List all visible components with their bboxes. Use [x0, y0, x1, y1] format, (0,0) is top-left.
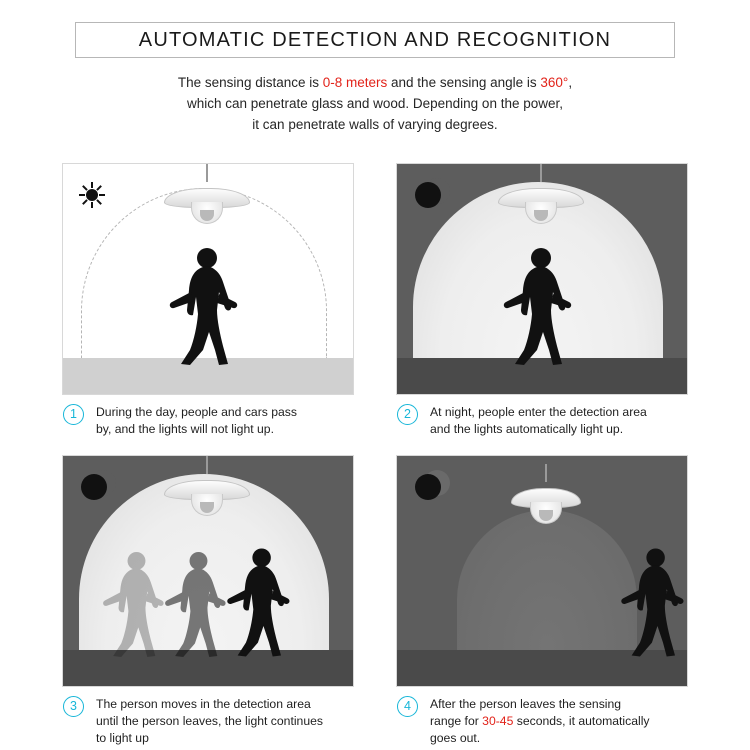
lamp-icon [498, 180, 584, 228]
caption-3-line-2: until the person leaves, the light continues [96, 714, 323, 728]
step-badge-2: 2 [397, 404, 418, 425]
lamp-cord [545, 464, 547, 482]
subtitle-line-1 [178, 75, 572, 90]
subtitle-line-3: it can penetrate walls of varying degrees. [252, 117, 498, 132]
moon-icon [415, 182, 441, 208]
person-silhouette [163, 246, 241, 366]
caption-4-line-2a: range for [430, 714, 483, 728]
delay-seconds-value: 30-45 [482, 714, 514, 728]
caption-text-1 [96, 404, 354, 438]
page-subtitle [75, 72, 675, 135]
person-silhouette-ghost-1 [97, 550, 167, 658]
caption-2 [396, 404, 688, 450]
person-silhouette [615, 546, 687, 658]
caption-3-line-3: to light up [96, 731, 149, 745]
caption-1-line-2: by, and the lights will not light up. [96, 422, 274, 436]
moon-icon [81, 474, 107, 500]
step-badge-4: 4 [397, 696, 418, 717]
sun-icon [83, 186, 101, 204]
person-silhouette-ghost-2 [159, 550, 229, 658]
page-title-box [75, 22, 675, 58]
panel-1 [62, 163, 354, 450]
sensing-distance-value: 0-8 meters [322, 75, 388, 90]
caption-2-line-1: At night, people enter the detection area [430, 405, 647, 419]
caption-text-2 [430, 404, 688, 438]
scene-night-lit [396, 163, 688, 395]
lamp-cord [540, 164, 542, 182]
panel-4 [396, 455, 688, 747]
caption-3 [62, 696, 354, 747]
caption-3-line-1: The person moves in the detection area [96, 697, 311, 711]
subtitle-line-2: which can penetrate glass and wood. Depending on the power, [186, 96, 563, 111]
lamp-icon [503, 480, 589, 528]
scene-day [62, 163, 354, 395]
subtitle-text-e: , [568, 75, 573, 90]
scene-night-moving [62, 455, 354, 687]
caption-text-3 [96, 696, 354, 747]
light-dome-fading [457, 510, 637, 650]
lamp-cord [206, 164, 208, 182]
panel-2 [396, 163, 688, 450]
moon-icon [415, 474, 441, 500]
subtitle-text-a: The sensing distance is [177, 75, 323, 90]
caption-2-line-2: and the lights automatically light up. [430, 422, 624, 436]
caption-4-line-1: After the person leaves the sensing [430, 697, 622, 711]
caption-4-line-2c: seconds, it automatically [513, 714, 650, 728]
lamp-icon [164, 472, 250, 520]
lamp-icon [164, 180, 250, 228]
caption-4-line-3: goes out. [430, 731, 481, 745]
subtitle-text-c: and the sensing angle is [387, 75, 541, 90]
person-silhouette [221, 546, 293, 658]
page-title: AUTOMATIC DETECTION AND RECOGNITION [138, 28, 612, 51]
scene-night-off [396, 455, 688, 687]
caption-1-line-1: During the day, people and cars pass [96, 405, 297, 419]
sensing-angle-value: 360° [540, 75, 569, 90]
person-silhouette [497, 246, 575, 366]
step-badge-3: 3 [63, 696, 84, 717]
lamp-cord [206, 456, 208, 474]
caption-1 [62, 404, 354, 450]
panel-3 [62, 455, 354, 747]
step-badge-1: 1 [63, 404, 84, 425]
caption-text-4 [430, 696, 688, 747]
caption-4 [396, 696, 688, 747]
